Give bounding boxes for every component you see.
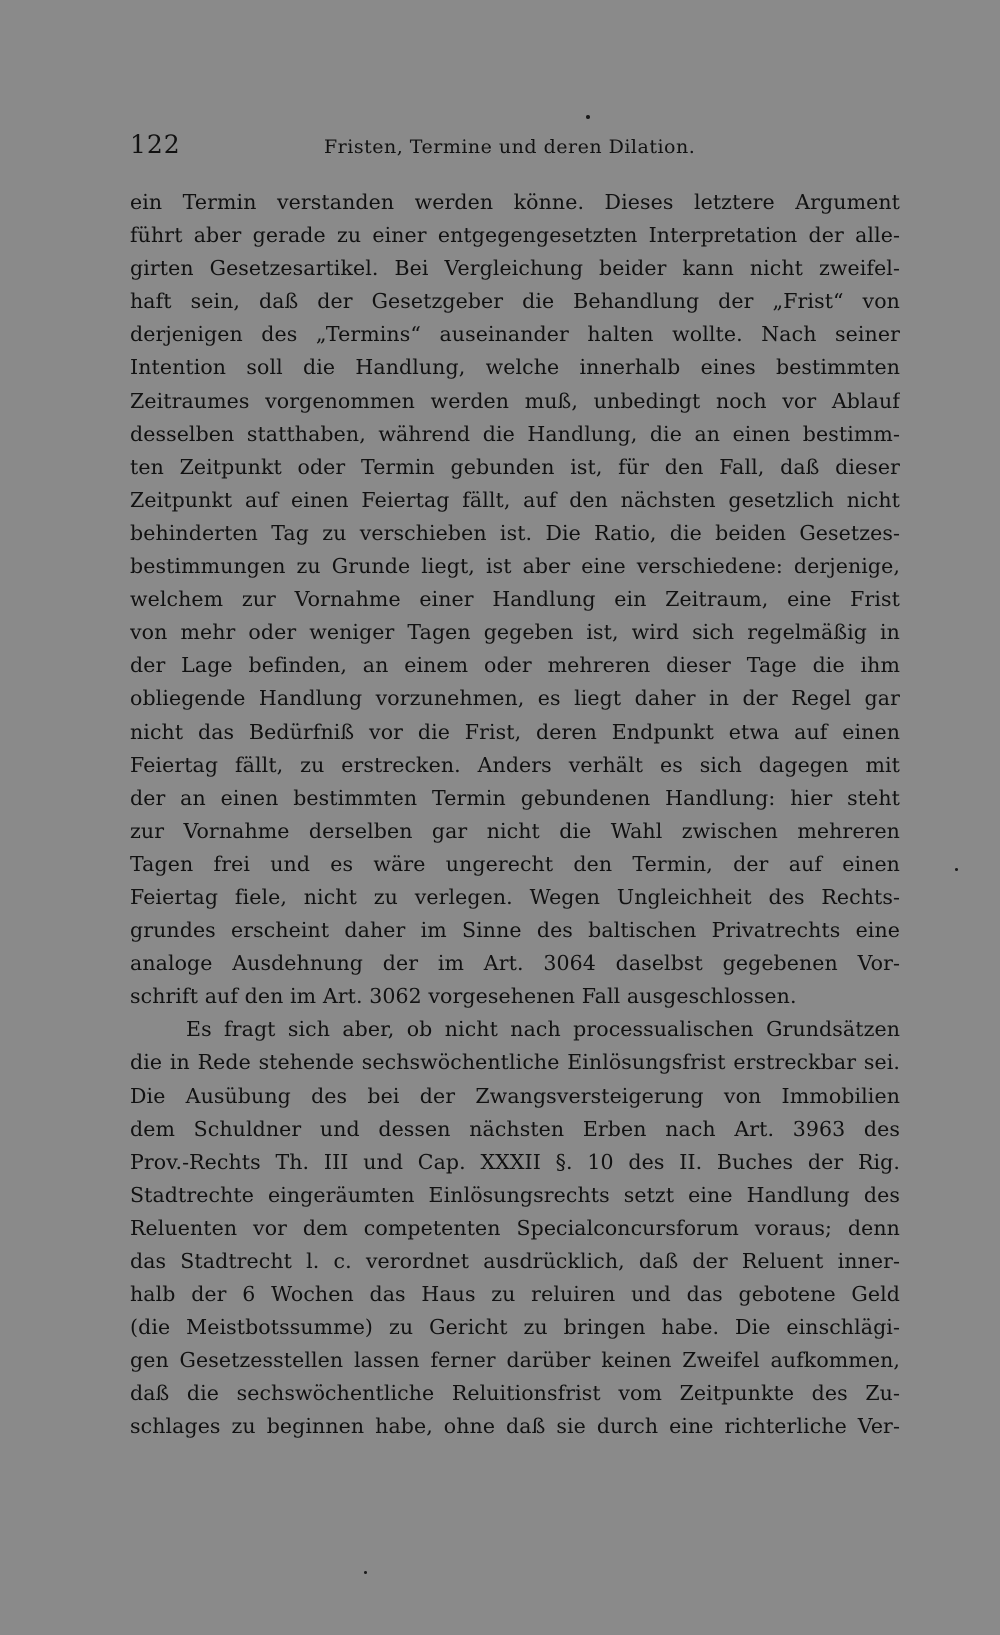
text-line: Die Ausübung des bei der Zwangsversteigerung von Immobilien [130, 1083, 900, 1108]
text-line: Tagen frei und es wäre ungerecht den Termin, der auf einen [130, 851, 900, 876]
text-line: Intention soll die Handlung, welche innerhalb eines bestimmten [130, 355, 900, 380]
text-line: Stadtrechte eingeräumten Einlösungsrechts setzt eine Handlung des [130, 1182, 900, 1207]
text-line: führt aber gerade zu einer entgegengesetzten Interpretation der alle- [130, 223, 900, 248]
text-line: bestimmungen zu Grunde liegt, ist aber eine verschiedene: derjenige, [130, 554, 900, 579]
text-line: Feiertag fiele, nicht zu verlegen. Wegen Ungleichheit des Rechts- [130, 884, 900, 909]
text-line: nicht das Bedürfniß vor die Frist, deren Endpunkt etwa auf einen [130, 719, 900, 744]
text-line: dem Schuldner und dessen nächsten Erben nach Art. 3963 des [130, 1116, 900, 1141]
page-number: 122 [130, 130, 181, 159]
text-line: Feiertag fällt, zu erstrecken. Anders verhält es sich dagegen mit [130, 752, 900, 777]
text-line: schlages zu beginnen habe, ohne daß sie durch eine richterliche Ver- [130, 1414, 900, 1439]
text-line: halb der 6 Wochen das Haus zu reluiren und das gebotene Geld [130, 1282, 900, 1307]
ink-speck-right [955, 868, 958, 871]
text-line: daß die sechswöchentliche Reluitionsfrist vom Zeitpunkte des Zu- [130, 1381, 900, 1406]
text-line: Zeitpunkt auf einen Feiertag fällt, auf den nächsten gesetzlich nicht [130, 487, 900, 512]
text-line: die in Rede stehende sechswöchentliche Einlösungsfrist erstreckbar sei. [130, 1050, 900, 1075]
text-line: (die Meistbotssumme) zu Gericht zu bringen habe. Die einschlägi- [130, 1315, 900, 1340]
text-line: behinderten Tag zu verschieben ist. Die Ratio, die beiden Gesetzes- [130, 520, 900, 545]
page-header [130, 130, 900, 166]
text-line: desselben statthaben, während die Handlung, die an einen bestimm- [130, 421, 900, 446]
text-line: von mehr oder weniger Tagen gegeben ist, wird sich regelmäßig in [130, 620, 900, 645]
text-line: welchem zur Vornahme einer Handlung ein Zeitraum, eine Frist [130, 587, 900, 612]
body-text [130, 186, 900, 1444]
text-line: Prov.-Rechts Th. III und Cap. XXXII §. 10 des II. Buches der Rig. [130, 1149, 900, 1174]
text-line: obliegende Handlung vorzunehmen, es liegt daher in der Regel gar [130, 686, 900, 711]
text-line: ten Zeitpunkt oder Termin gebunden ist, für den Fall, daß dieser [130, 454, 900, 479]
text-line: zur Vornahme derselben gar nicht die Wahl zwischen mehreren [130, 818, 900, 843]
text-line: Zeitraumes vorgenommen werden muß, unbedingt noch vor Ablauf [130, 388, 900, 413]
text-line: das Stadtrecht l. c. verordnet ausdrücklich, daß der Reluent inner- [130, 1249, 900, 1273]
ink-speck-top [586, 115, 590, 119]
text-line: ein Termin verstanden werden könne. Dieses letztere Argument [130, 190, 900, 214]
text-line: derjenigen des „Termins“ auseinander halten wollte. Nach seiner [130, 322, 900, 347]
text-line: girten Gesetzesartikel. Bei Vergleichung beider kann nicht zweifel- [130, 256, 900, 281]
text-line: der Lage befinden, an einem oder mehreren dieser Tage die ihm [130, 653, 900, 678]
text-line: Reluenten vor dem competenten Specialconcursforum voraus; denn [130, 1215, 900, 1240]
text-line: gen Gesetzesstellen lassen ferner darüber keinen Zweifel aufkommen, [130, 1348, 900, 1373]
ink-speck-bottom [364, 1571, 367, 1574]
running-title: Fristen, Termine und deren Dilation. [324, 136, 696, 158]
text-line: der an einen bestimmten Termin gebundenen Handlung: hier steht [130, 785, 900, 810]
text-line-paragraph-end: schrift auf den im Art. 3062 vorgesehenen Fall ausgeschlossen. [130, 984, 797, 1009]
text-line: analoge Ausdehnung der im Art. 3064 daselbst gegebenen Vor- [130, 951, 900, 976]
text-line-paragraph-start: Es fragt sich aber, ob nicht nach processualischen Grundsätzen [186, 1017, 900, 1042]
text-line: grundes erscheint daher im Sinne des baltischen Privatrechts eine [130, 918, 900, 943]
text-line: haft sein, daß der Gesetzgeber die Behandlung der „Frist“ von [130, 289, 900, 314]
